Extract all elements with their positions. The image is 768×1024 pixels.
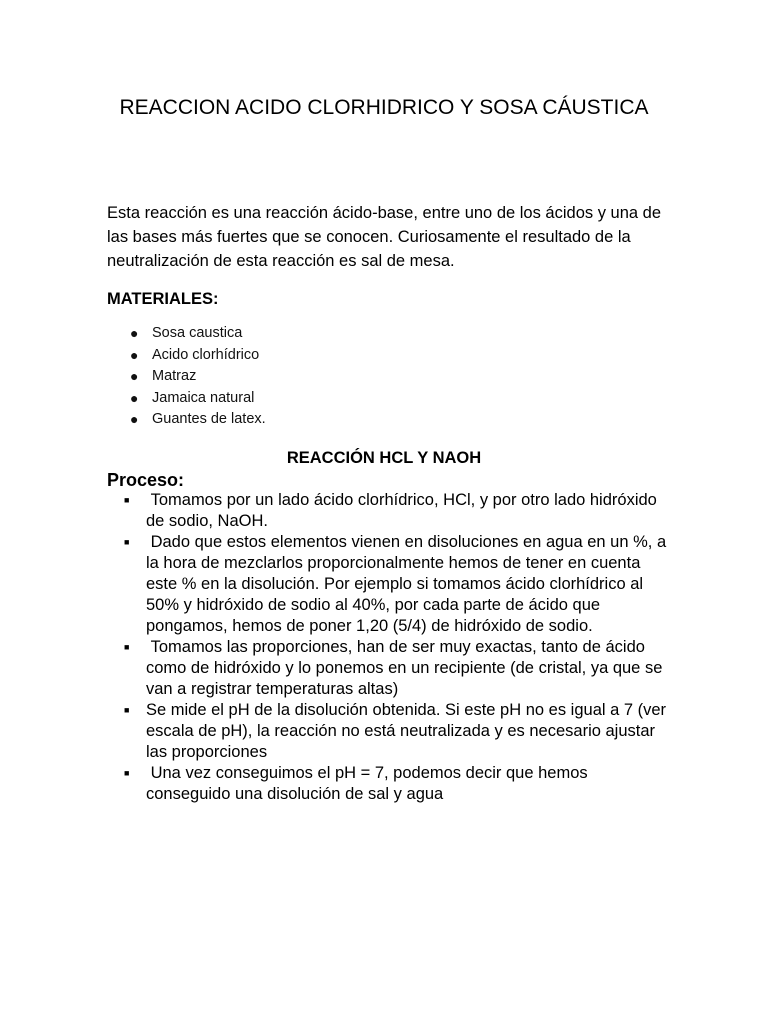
- process-step-text: Dado que estos elementos vienen en disoluciones en agua en un %, a la hora de mezclarlos proporcionalmente hemos de tener en cuenta este % en la disolución. Por ejemplo si tomamos ácido clorhídrico al 50% y hidróxido de sodio al 40%, por cada parte de ácido que pongamos, hemos de poner 1,20 (5/4) de hidróxido de sodio.: [146, 533, 671, 635]
- bullet-dot-icon: ●: [130, 411, 139, 428]
- bullet-dot-icon: ●: [130, 368, 139, 385]
- materials-list-item: [107, 366, 266, 388]
- bullet-square-icon: ■: [124, 495, 130, 505]
- materials-list-item: [107, 409, 266, 431]
- process-step: [107, 763, 667, 805]
- process-step: [107, 490, 667, 532]
- process-step: [107, 700, 671, 763]
- materials-item-text: Acido clorhídrico: [152, 346, 260, 363]
- reaction-section-heading: REACCIÓN HCL Y NAOH: [286, 449, 482, 467]
- bullet-square-icon: ■: [124, 705, 130, 715]
- process-step-text: Una vez conseguimos el pH = 7, podemos decir que hemos conseguido una disolución de sal y agua: [146, 764, 593, 803]
- process-step: [107, 637, 667, 700]
- materials-list: [107, 323, 266, 431]
- process-step-text: Se mide el pH de la disolución obtenida. Si este pH no es igual a 7 (ver escala de pH), la reacción no está neutralizada y es necesario ajustar las proporciones: [146, 701, 671, 761]
- bullet-square-icon: ■: [124, 642, 130, 652]
- process-heading: Proceso:: [107, 470, 185, 490]
- intro-paragraph: Esta reacción es una reacción ácido-base, entre uno de los ácidos y una de las bases más fuertes que se conocen. Curiosamente el resultado de la neutralización de esta reacción es sal de mesa.: [107, 204, 662, 270]
- materials-list-item: [107, 323, 266, 345]
- materials-item-text: Matraz: [152, 368, 197, 385]
- bullet-dot-icon: ●: [130, 325, 139, 341]
- materials-heading: MATERIALES:: [107, 290, 219, 308]
- process-step: [107, 532, 671, 637]
- materials-item-text: Guantes de latex.: [152, 411, 266, 428]
- process-step-text: Tomamos las proporciones, han de ser muy exactas, tanto de ácido como de hidróxido y lo ponemos en un recipiente (de cristal, ya que se van a registrar temperaturas altas): [146, 638, 667, 698]
- bullet-square-icon: ■: [124, 768, 130, 778]
- document-title: REACCION ACIDO CLORHIDRICO Y SOSA CÁUSTICA: [119, 96, 649, 119]
- materials-item-text: Sosa caustica: [152, 325, 243, 341]
- process-steps-list: [107, 490, 671, 805]
- materials-list-item: [107, 388, 266, 410]
- process-step-text: Tomamos por un lado ácido clorhídrico, HCl, y por otro lado hidróxido de sodio, NaOH.: [146, 491, 662, 530]
- materials-list-item: [107, 345, 266, 367]
- materials-item-text: Jamaica natural: [152, 389, 255, 406]
- bullet-dot-icon: ●: [130, 346, 139, 363]
- bullet-dot-icon: ●: [130, 389, 139, 406]
- bullet-square-icon: ■: [124, 537, 130, 547]
